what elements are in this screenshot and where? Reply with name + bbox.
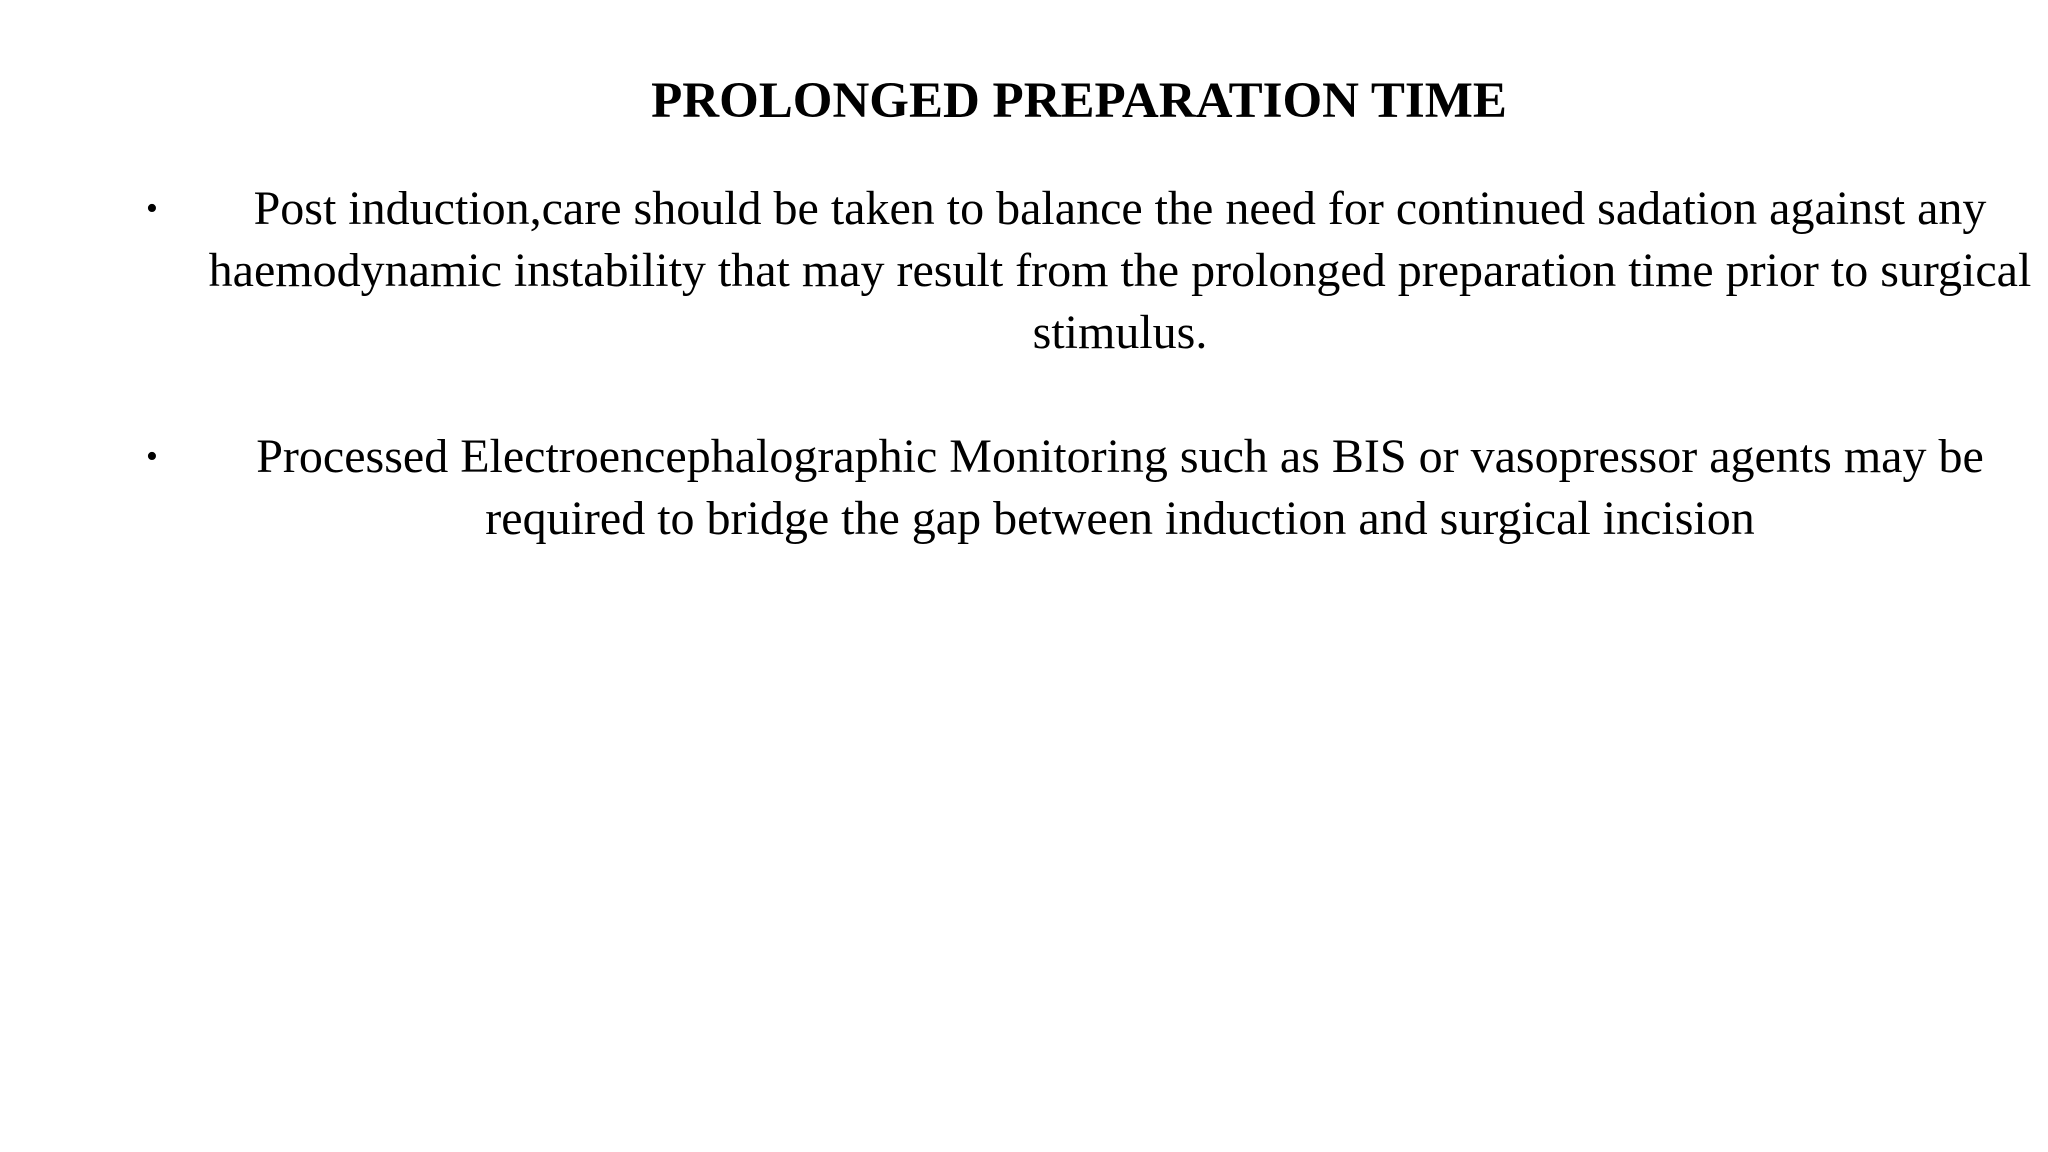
slide-title: PROLONGED PREPARATION TIME [651,73,1507,129]
bullet-text: Processed Electroencephalographic Monitoring such as BIS or vasopressor agents may be required to bridge the gap between induction and surgical incision [256,430,1984,545]
bullet-text: Post induction,care should be taken to balance the need for continued sadation against any haemodynamic instability that may result from the prolonged preparation time prior to surgical stimulus. [208,182,2032,359]
bullet-item [140,178,2040,364]
bullet-item [140,426,2040,550]
bullet-marker: • [146,190,158,227]
bullet-list [140,178,2040,612]
bullet-marker: • [146,438,158,475]
